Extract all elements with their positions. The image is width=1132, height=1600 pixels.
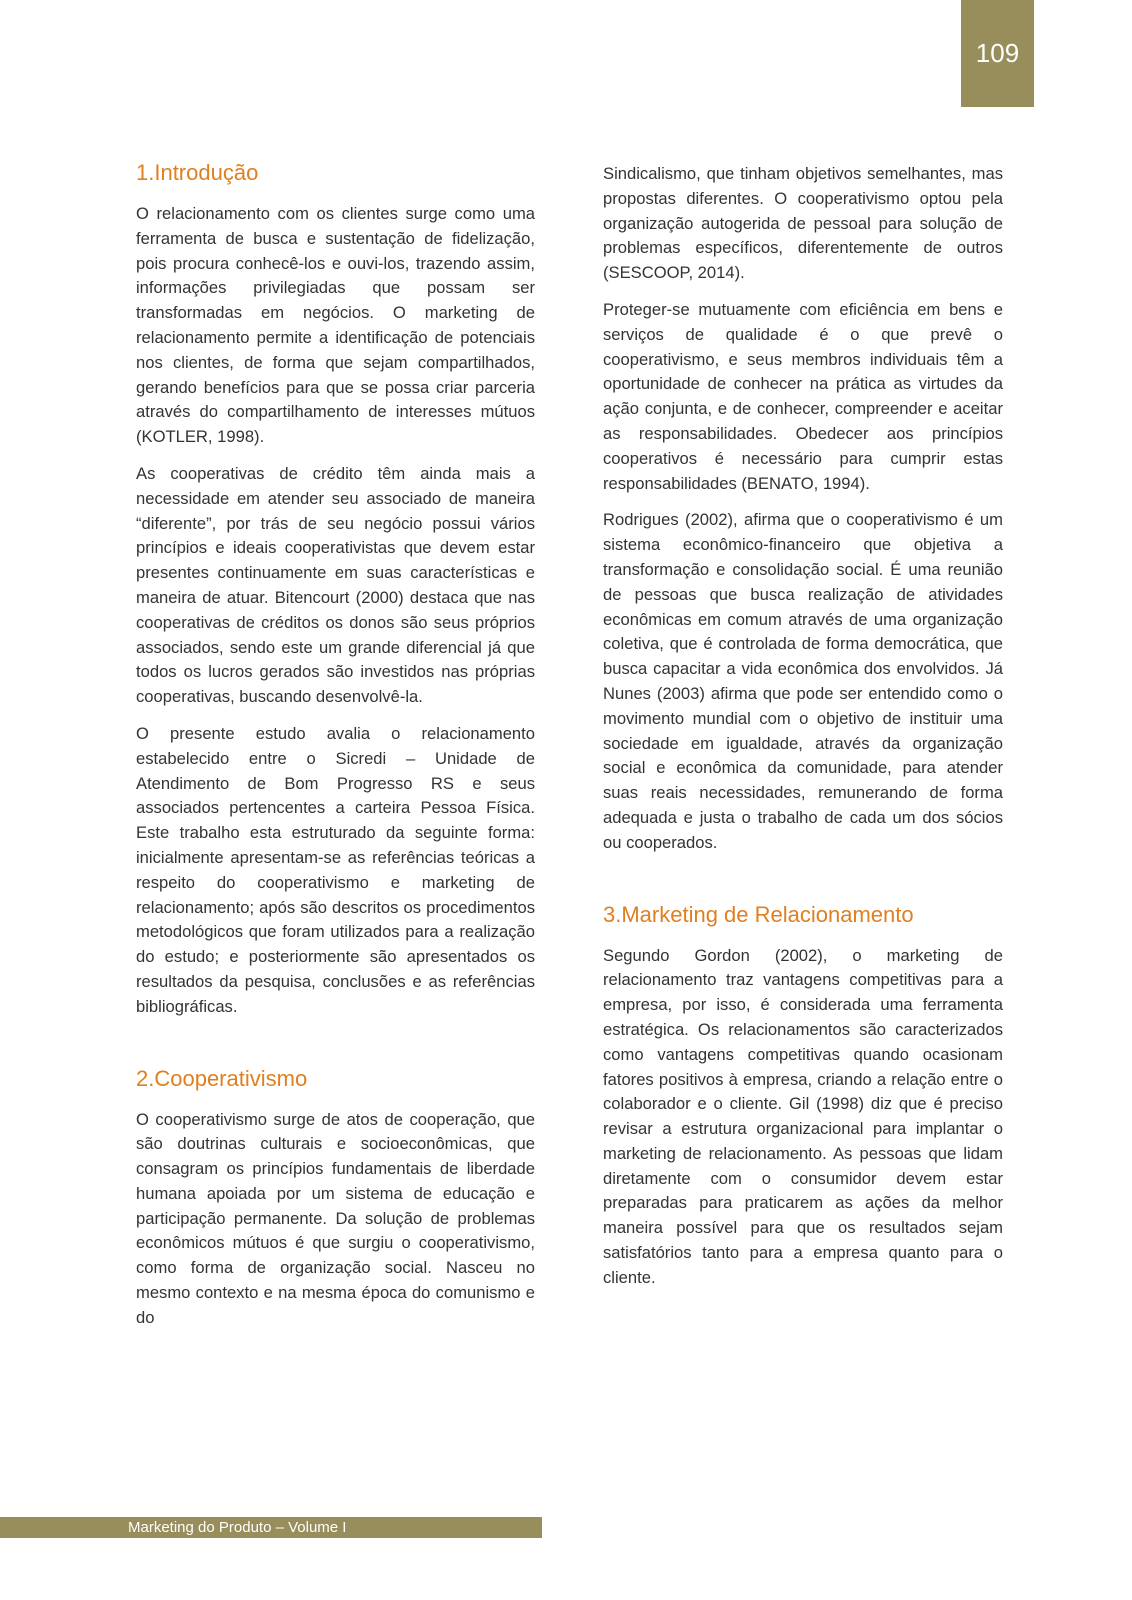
paragraph: As cooperativas de crédito têm ainda mais a necessidade em atender seu associado de maneira “diferente”, por trás de seu negócio possui vários princípios e ideais cooperativistas que devem estar presentes continuamente em suas características e maneira de atuar. Bitencourt (2000) destaca que nas cooperativas de créditos os donos são seus próprios associados, sendo este um grande diferencial já que todos os lucros gerados são investidos nas próprias cooperativas, buscando desenvolvê-la. bbox=[136, 463, 535, 707]
section-heading-introducao: 1.Introdução bbox=[136, 160, 259, 185]
paragraph: O presente estudo avalia o relacionamento estabelecido entre o Sicredi – Unidade de Atendimento de Bom Progresso RS e seus associados pertencentes a carteira Pessoa Física. Este trabalho esta estruturado da seguinte forma: inicialmente apresentam-se as referências teóricas a respeito do cooperativismo e marketing de relacionamento; após são descritos os procedimentos metodológicos que foram utilizados para a realização do estudo; e posteriormente são apresentados os resultados da pesquisa, conclusões e as referências bibliográficas. bbox=[136, 723, 535, 1016]
footer-bar bbox=[0, 1517, 542, 1538]
paragraph: Segundo Gordon (2002), o marketing de relacionamento traz vantagens competitivas para a empresa, por isso, é considerada uma ferramenta estratégica. Os relacionamentos são caracterizados como vantagens competitivas quando ocasionam fatores positivos à empresa, criando a relação entre o colaborador e o cliente. Gil (1998) diz que é preciso revisar a estrutura organizacional para implantar o marketing de relacionamento. As pessoas que lidam diretamente com o consumidor devem estar preparadas para praticarem as ações da melhor maneira possível para que os resultados sejam satisfatórios tanto para a empresa quanto para o cliente. bbox=[603, 945, 1003, 1287]
section-heading-cooperativismo: 2.Cooperativismo bbox=[136, 1065, 308, 1091]
right-column bbox=[603, 162, 1003, 1303]
paragraph: Sindicalismo, que tinham objetivos semelhantes, mas propostas diferentes. O cooperativismo optou pela organização autogerida de pessoal para solução de problemas específicos, diferentemente de outros (SESCOOP, 2014). bbox=[603, 164, 1003, 283]
paragraph: Proteger-se mutuamente com eficiência em bens e serviços de qualidade é o que prevê o cooperativismo, e seus membros individuais têm a oportunidade de conhecer na prática as virtudes da ação conjunta, e de conhecer, compreender e aceitar as responsabilidades. Obedecer aos princípios cooperativos é necessário para cumprir estas responsabilidades (BENATO, 1994). bbox=[603, 299, 1003, 493]
page-number-tab bbox=[961, 0, 1034, 107]
paragraph: O cooperativismo surge de atos de cooperação, que são doutrinas culturais e socioeconômicas, que consagram os princípios fundamentais de liberdade humana apoiada por um sistema de educação e participação permanente. Da solução de problemas econômicos mútuos é que surgiu o cooperativismo, como forma de organização social. Nasceu no mesmo contexto e na mesma época do comunismo e do bbox=[136, 1109, 535, 1327]
left-column bbox=[136, 158, 535, 1343]
page-number: 109 bbox=[975, 38, 1020, 68]
paragraph: Rodrigues (2002), afirma que o cooperativismo é um sistema econômico-financeiro que objetiva a transformação e consolidação social. É uma reunião de pessoas que busca realização de atividades econômicas em comum através de uma organização coletiva, que é controlada de forma democrática, que busca capacitar a vida econômica dos envolvidos. Já Nunes (2003) afirma que pode ser entendido como o movimento mundial com o objetivo de instituir uma sociedade em igualdade, através da organização social e econômica da comunidade, para atender suas reais necessidades, remunerando de forma adequada e justa o trabalho de cada um dos sócios ou cooperados. bbox=[603, 510, 1003, 852]
footer-title: Marketing do Produto – Volume I bbox=[128, 1519, 347, 1536]
paragraph: O relacionamento com os clientes surge como uma ferramenta de busca e sustentação de fidelização, pois procura conhecê-los e ouvi-los, trazendo assim, informações privilegiadas que possam ser transformadas em negócios. O marketing de relacionamento permite a identificação de potenciais nos clientes, de forma que sejam compartilhados, gerando benefícios para que se possa criar parceria através do compartilhamento de interesses mútuos (KOTLER, 1998). bbox=[136, 204, 535, 447]
section-heading-marketing: 3.Marketing de Relacionamento bbox=[603, 901, 914, 927]
